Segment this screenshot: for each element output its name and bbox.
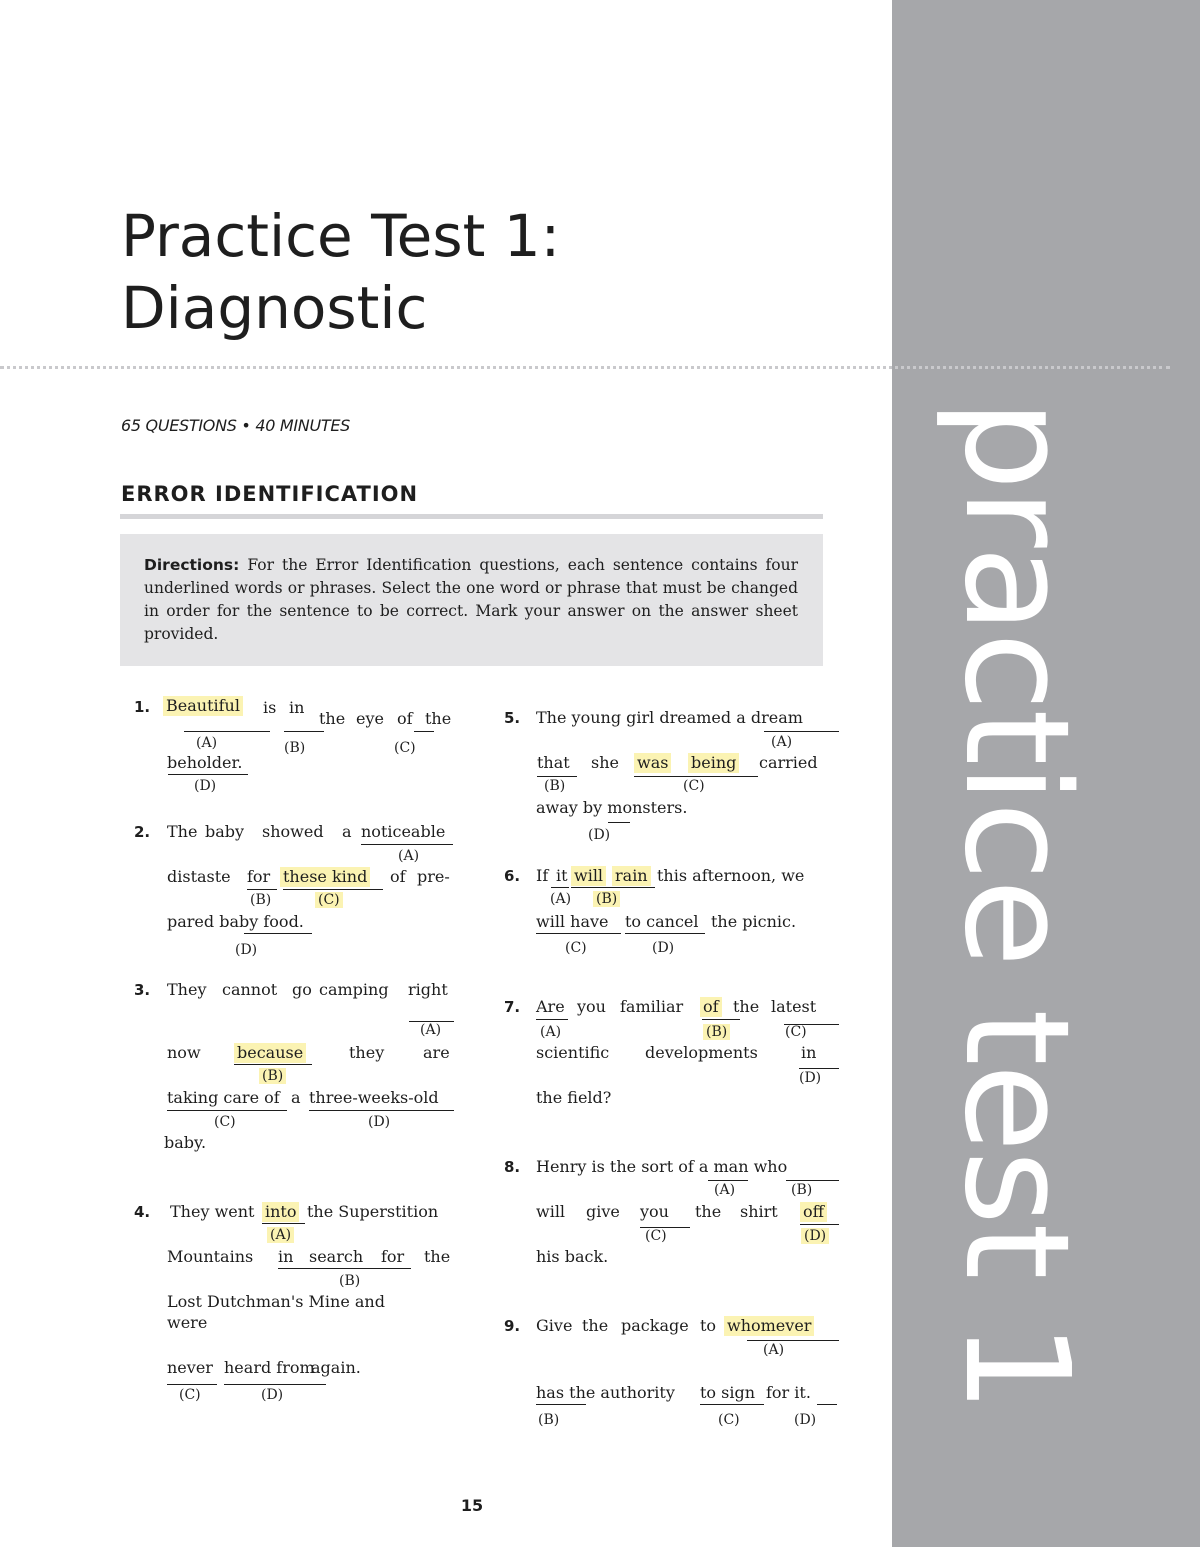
underline xyxy=(244,933,312,934)
underline xyxy=(634,776,758,777)
choice-label: (D) xyxy=(801,1228,829,1244)
q5-word: being xyxy=(688,753,739,773)
q6-word: will have xyxy=(536,912,609,931)
q2-word: showed xyxy=(262,822,324,841)
choice-label: (B) xyxy=(593,891,620,907)
q3-word: are xyxy=(423,1043,450,1062)
underline xyxy=(625,933,705,934)
q4-word: for xyxy=(381,1247,405,1266)
q4-word: again. xyxy=(311,1358,361,1377)
q2-word: these kind xyxy=(280,867,370,887)
q8-word: the xyxy=(695,1202,722,1221)
q7-word: developments xyxy=(645,1043,758,1062)
q1-word: the xyxy=(425,709,452,728)
choice-label: (B) xyxy=(259,1068,286,1084)
q1-word: in xyxy=(289,698,305,717)
choice-label: (C) xyxy=(645,1228,667,1244)
page-title: Practice Test 1: Diagnostic xyxy=(121,202,561,342)
choice-label: (B) xyxy=(703,1024,730,1040)
q5-word: carried xyxy=(759,753,818,772)
underline xyxy=(262,1223,305,1224)
sidebar-chapter-label: practice test 1 xyxy=(933,399,1101,1411)
q2-word: baby xyxy=(205,822,245,841)
choice-label: (A) xyxy=(420,1022,442,1038)
q5-word: away by monsters. xyxy=(536,798,688,817)
choice-label: (B) xyxy=(538,1412,560,1428)
q9-word: for it. xyxy=(766,1383,811,1402)
underline xyxy=(309,1110,454,1111)
q4-word: Mountains xyxy=(167,1247,254,1266)
section-heading: ERROR IDENTIFICATION xyxy=(121,482,419,506)
q3-word: they xyxy=(349,1043,385,1062)
q6-word: it xyxy=(556,866,568,885)
q2-word: a xyxy=(342,822,352,841)
underline xyxy=(283,889,383,890)
q6-word: to cancel xyxy=(625,912,699,931)
q1-word: Beautiful xyxy=(163,696,243,716)
q7-word: Are xyxy=(536,997,565,1016)
q6-word: the picnic. xyxy=(711,912,797,931)
choice-label: (C) xyxy=(565,940,587,956)
choice-label: (C) xyxy=(683,778,705,794)
q1-word: beholder. xyxy=(167,753,243,772)
q8-word: his back. xyxy=(536,1247,609,1266)
q8-word: shirt xyxy=(740,1202,778,1221)
underline xyxy=(247,889,277,890)
underline xyxy=(414,731,434,732)
choice-label: (B) xyxy=(791,1182,813,1198)
q2-word: for xyxy=(247,867,271,886)
q7-word: in xyxy=(801,1043,817,1062)
underline xyxy=(800,1224,839,1225)
choice-label: (D) xyxy=(588,827,611,843)
q5-word: was xyxy=(634,753,671,773)
directions-box xyxy=(120,534,823,666)
q4-word: the xyxy=(424,1247,451,1266)
q2-word: of xyxy=(390,867,406,886)
underline xyxy=(168,774,248,775)
choice-label: (D) xyxy=(799,1070,822,1086)
question-number: 1. xyxy=(134,698,151,716)
test-meta: 65 QUESTIONS • 40 MINUTES xyxy=(121,416,351,435)
underline xyxy=(167,1384,217,1385)
q9-word: to xyxy=(700,1316,717,1335)
q9-word: to sign xyxy=(700,1383,756,1402)
underline xyxy=(536,933,621,934)
underline xyxy=(536,1019,568,1020)
q3-word: three-weeks-old xyxy=(309,1088,439,1107)
q8-word: give xyxy=(586,1202,620,1221)
underline xyxy=(786,1180,839,1181)
question-number: 5. xyxy=(504,709,521,727)
q8-word: will xyxy=(536,1202,566,1221)
q4-word: into xyxy=(262,1202,299,1222)
choice-label: (B) xyxy=(250,892,272,908)
underline xyxy=(536,1404,586,1405)
q4-word: search xyxy=(309,1247,364,1266)
q8-word: you xyxy=(640,1202,669,1221)
underline xyxy=(284,731,324,732)
underline xyxy=(708,1180,748,1181)
q9-word: package xyxy=(621,1316,689,1335)
q5-word: she xyxy=(591,753,619,772)
underline xyxy=(184,731,270,732)
choice-label: (C) xyxy=(214,1114,236,1130)
q9-word: Give xyxy=(536,1316,573,1335)
q3-word: camping xyxy=(319,980,389,999)
q6-word: rain xyxy=(612,866,651,886)
underline xyxy=(167,1110,287,1111)
q8-word: Henry is the sort of a man who xyxy=(536,1157,788,1176)
choice-label: (B) xyxy=(284,740,306,756)
q5-word: that xyxy=(537,753,570,772)
q1-word: eye xyxy=(356,709,384,728)
choice-label: (A) xyxy=(540,1024,562,1040)
q4-word: They went xyxy=(170,1202,255,1221)
question-number: 2. xyxy=(134,823,151,841)
q3-word: They xyxy=(167,980,207,999)
choice-label: (D) xyxy=(794,1412,817,1428)
page-number: 15 xyxy=(460,1496,484,1515)
q6-word: this afternoon, we xyxy=(657,866,805,885)
q3-word: a xyxy=(291,1088,301,1107)
underline xyxy=(278,1268,411,1269)
q3-word: right xyxy=(408,980,448,999)
choice-label: (A) xyxy=(196,735,218,751)
question-number: 4. xyxy=(134,1203,151,1221)
choice-label: (A) xyxy=(771,734,793,750)
q3-word: now xyxy=(167,1043,201,1062)
q4-word: Lost Dutchman's Mine and xyxy=(167,1292,385,1311)
underline xyxy=(702,1019,740,1020)
underline xyxy=(764,731,839,732)
choice-label: (B) xyxy=(544,778,566,794)
q7-word: scientific xyxy=(536,1043,610,1062)
choice-label: (C) xyxy=(394,740,416,756)
underline xyxy=(537,776,577,777)
q4-word: were xyxy=(167,1313,208,1332)
q4-word: never xyxy=(167,1358,213,1377)
choice-label: (D) xyxy=(368,1114,391,1130)
q7-word: the field? xyxy=(536,1088,612,1107)
underline xyxy=(224,1384,326,1385)
underline xyxy=(361,844,453,845)
q8-word: off xyxy=(800,1202,827,1222)
q2-word: noticeable xyxy=(361,822,446,841)
q2-word: The xyxy=(167,822,198,841)
q5-word: The young girl dreamed a dream xyxy=(536,708,803,727)
choice-label: (C) xyxy=(315,892,343,908)
directions-text: For the Error Identification questions, each sentence contains four underlined words or phrases. Select the one word or phrase that must be changed in order for the sentence to be correct. Mark your answer on the answer sheet provided. xyxy=(144,556,798,643)
q7-word: you xyxy=(577,997,606,1016)
q6-word: will xyxy=(571,866,606,886)
section-rule xyxy=(120,514,823,519)
underline xyxy=(571,887,655,888)
question-number: 8. xyxy=(504,1158,521,1176)
underline xyxy=(234,1064,312,1065)
choice-label: (D) xyxy=(261,1387,284,1403)
underline xyxy=(799,1068,839,1069)
q7-word: of xyxy=(700,997,722,1017)
q1-word: of xyxy=(397,709,413,728)
dotted-divider xyxy=(0,366,1170,369)
q3-word: go xyxy=(292,980,312,999)
q1-word: is xyxy=(263,698,277,717)
underline xyxy=(817,1404,837,1405)
choice-label: (C) xyxy=(179,1387,201,1403)
choice-label: (D) xyxy=(652,940,675,956)
q7-word: latest xyxy=(771,997,817,1016)
q9-word: has the authority xyxy=(536,1383,675,1402)
q7-word: familiar xyxy=(620,997,684,1016)
choice-label: (A) xyxy=(398,848,420,864)
q2-word: pre- xyxy=(417,867,450,886)
q9-word: the xyxy=(582,1316,609,1335)
underline xyxy=(551,887,569,888)
choice-label: (C) xyxy=(718,1412,740,1428)
underline xyxy=(700,1404,764,1405)
q4-word: heard from xyxy=(224,1358,315,1377)
choice-label: (C) xyxy=(785,1024,807,1040)
choice-label: (D) xyxy=(235,942,258,958)
choice-label: (D) xyxy=(194,778,217,794)
q3-word: baby. xyxy=(164,1133,207,1152)
q3-word: cannot xyxy=(222,980,278,999)
choice-label: (A) xyxy=(267,1227,294,1243)
question-number: 6. xyxy=(504,867,521,885)
question-number: 3. xyxy=(134,981,151,999)
q4-word: in xyxy=(278,1247,294,1266)
choice-label: (A) xyxy=(763,1342,785,1358)
q9-word: whomever xyxy=(724,1316,814,1336)
q2-word: pared baby food. xyxy=(167,912,304,931)
question-number: 7. xyxy=(504,998,521,1016)
underline xyxy=(608,822,630,823)
choice-label: (B) xyxy=(339,1273,361,1289)
q3-word: because xyxy=(234,1043,306,1063)
q2-word: distaste xyxy=(167,867,231,886)
q3-word: taking care of xyxy=(167,1088,280,1107)
q6-word: If xyxy=(536,866,549,885)
q7-word: the xyxy=(733,997,760,1016)
q1-word: the xyxy=(319,709,346,728)
choice-label: (A) xyxy=(714,1182,736,1198)
underline xyxy=(747,1340,839,1341)
directions-label: Directions: xyxy=(144,556,240,574)
question-number: 9. xyxy=(504,1317,521,1335)
q4-word: the Superstition xyxy=(307,1202,439,1221)
choice-label: (A) xyxy=(550,891,572,907)
